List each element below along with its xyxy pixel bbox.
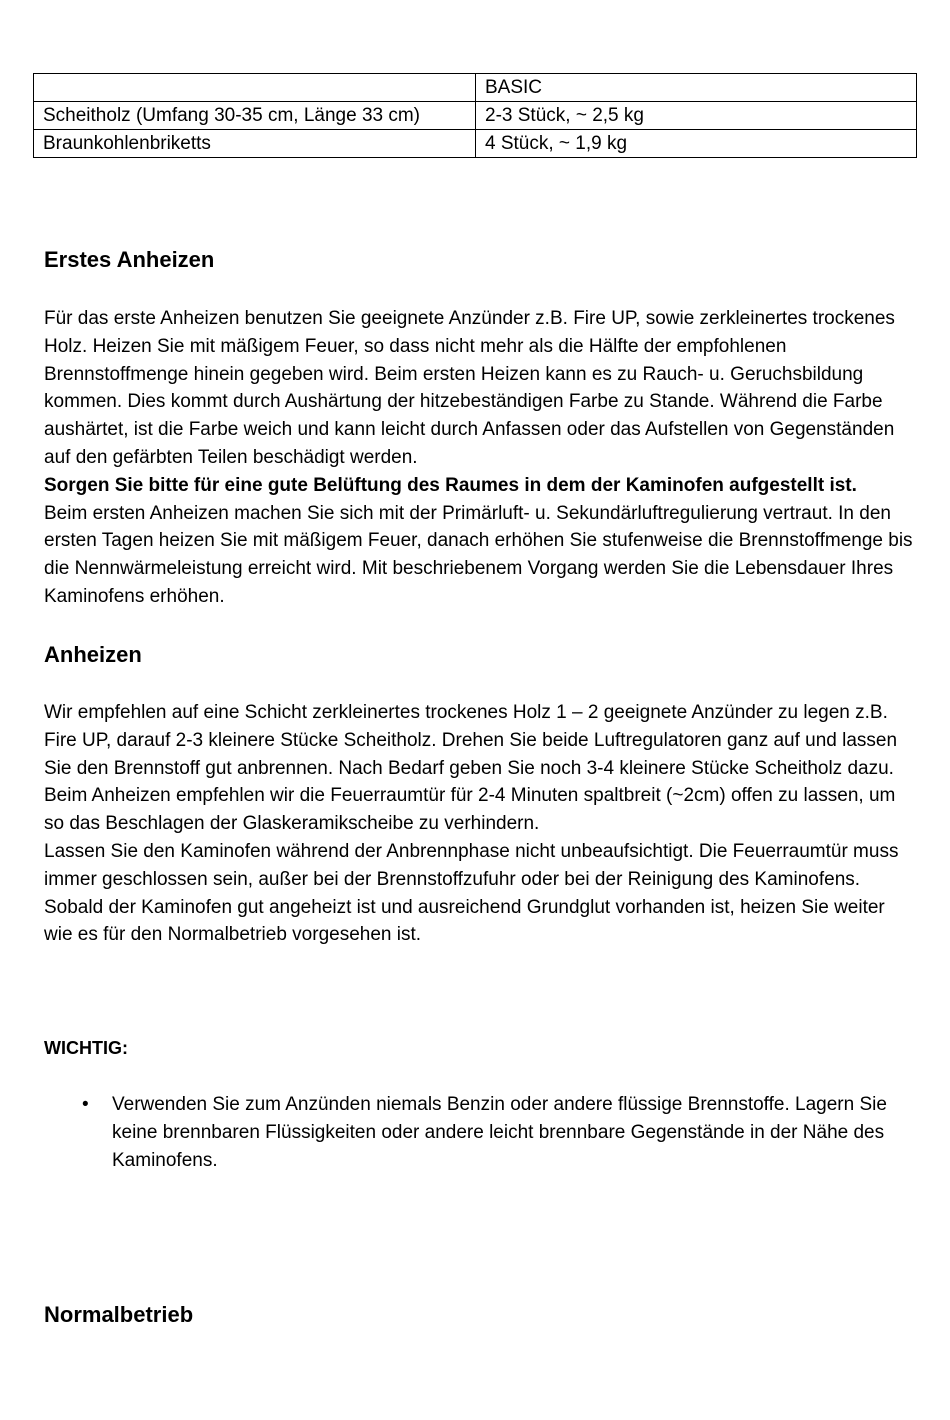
bullet-icon: • xyxy=(82,1094,89,1115)
table-header-row xyxy=(34,74,917,102)
table-cell: 4 Stück, ~ 1,9 kg xyxy=(476,130,917,158)
section-body-erstes-anheizen xyxy=(44,305,914,611)
section-heading-erstes-anheizen: Erstes Anheizen xyxy=(44,247,215,272)
fuel-quantity-table xyxy=(33,73,917,158)
table-row xyxy=(34,102,917,130)
paragraph: Für das erste Anheizen benutzen Sie geeignete Anzünder z.B. Fire UP, sowie zerkleinertes trockenes Holz. Heizen Sie mit mäßigem Feuer, so dass nicht mehr als die Hälfte der empfohlenen Brennstoffmenge hinein gegeben wird. Beim ersten Heizen kann es zu Rauch- u. Geruchsbildung kommen. Dies kommt durch Aushärtung der hitzebeständigen Farbe zu Stande. Während die Farbe aushärtet, ist die Farbe weich und kann leicht durch Anfassen oder das Aufstellen von Gegenständen auf den gefärbten Teilen beschädigt werden. xyxy=(44,308,895,468)
table-cell: Scheitholz (Umfang 30-35 cm, Länge 33 cm) xyxy=(34,102,476,130)
list-item-text: Verwenden Sie zum Anzünden niemals Benzin oder andere flüssige Brennstoffe. Lagern Sie keine brennbaren Flüssigkeiten oder andere leicht brennbare Gegenstände in der Nähe des Kaminofens. xyxy=(112,1094,887,1171)
bold-paragraph: Sorgen Sie bitte für eine gute Belüftung des Raumes in dem der Kaminofen aufgestellt ist. xyxy=(44,474,857,496)
important-label: WICHTIG: xyxy=(44,1038,128,1058)
paragraph: Sobald der Kaminofen gut angeheizt ist und ausreichend Grundglut vorhanden ist, heizen Sie weiter wie es für den Normalbetrieb vorgesehen ist. xyxy=(44,896,885,946)
table-header-cell xyxy=(34,74,476,102)
table-cell: 2-3 Stück, ~ 2,5 kg xyxy=(476,102,917,130)
table-cell: Braunkohlenbriketts xyxy=(34,130,476,158)
paragraph: Beim Anheizen empfehlen wir die Feuerraumtür für 2-4 Minuten spaltbreit (~2cm) offen zu lassen, um so das Beschlagen der Glaskeramikscheibe zu verhindern. xyxy=(44,785,896,835)
paragraph: Beim ersten Anheizen machen Sie sich mit der Primärluft- u. Sekundärluftregulierung vertraut. In den ersten Tagen heizen Sie mit mäßigem Feuer, danach erhöhen Sie stufenweise die Brennstoffmenge bis die Nennwärmeleistung erreicht wird. Mit beschriebenem Vorgang werden Sie die Lebensdauer Ihres Kaminofens erhöhen. xyxy=(44,502,913,607)
section-heading-normalbetrieb: Normalbetrieb xyxy=(44,1302,194,1327)
paragraph: Wir empfehlen auf eine Schicht zerkleinertes trockenes Holz 1 – 2 geeignete Anzünder zu legen z.B. Fire UP, darauf 2-3 kleinere Stücke Scheitholz. Drehen Sie beide Luftregulatoren ganz auf und lassen Sie den Brennstoff gut anbrennen. Nach Bedarf geben Sie noch 3-4 kleinere Stücke Scheitholz dazu. xyxy=(44,702,898,779)
section-body-anheizen xyxy=(44,699,914,949)
paragraph: Lassen Sie den Kaminofen während der Anbrennphase nicht unbeaufsichtigt. Die Feuerraumtür muss immer geschlossen sein, außer bei der Brennstoffzufuhr oder bei der Reinigung des Kaminofens. xyxy=(44,840,899,890)
section-heading-anheizen: Anheizen xyxy=(44,642,142,667)
table-header-cell: BASIC xyxy=(476,74,917,102)
table-row xyxy=(34,130,917,158)
